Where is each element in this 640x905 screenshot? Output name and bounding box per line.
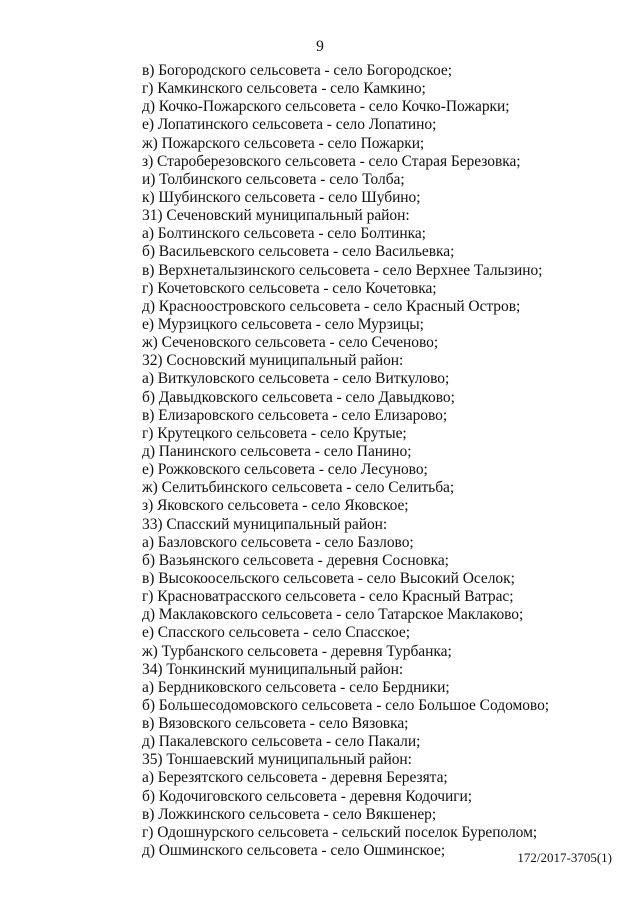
text-line: д) Пакалевского сельсовета - село Пакали; xyxy=(142,733,421,751)
text-line: з) Староберезовского сельсовета - село Старая Березовка; xyxy=(142,152,521,170)
text-line: 33) Спасский муниципальный район: xyxy=(142,515,388,533)
text-line: б) Вазьянского сельсовета - деревня Сосновка; xyxy=(142,551,449,569)
text-line: 31) Сеченовский муниципальный район: xyxy=(142,207,410,225)
text-line: д) Маклаковского сельсовета - село Татарское Маклаково; xyxy=(142,606,524,624)
text-line: а) Виткуловского сельсовета - село Виткулово; xyxy=(142,370,450,388)
text-line: г) Красноватрасского сельсовета - село Красный Ватрас; xyxy=(142,588,514,606)
text-line: б) Васильевского сельсовета - село Васильевка; xyxy=(142,243,455,261)
text-line: в) Богородского сельсовета - село Богородское; xyxy=(142,62,452,79)
text-line: и) Толбинского сельсовета - село Толба; xyxy=(142,170,405,188)
text-line: в) Верхнеталызинского сельсовета - село Верхнее Талызино; xyxy=(142,261,543,279)
text-line: а) Бердниковского сельсовета - село Бердники; xyxy=(142,678,450,696)
document-code: 172/2017-3705(1) xyxy=(517,850,612,865)
text-line: б) Большесодомовского сельсовета - село Большое Содомово; xyxy=(142,696,550,714)
text-line: д) Кочко-Пожарского сельсовета - село Кочко-Пожарки; xyxy=(142,98,510,116)
text-line: ж) Селитьбинского сельсовета - село Селитьба; xyxy=(142,479,455,497)
text-line: а) Базловского сельсовета - село Базлово; xyxy=(142,533,414,551)
text-line: г) Камкинского сельсовета - село Камкино; xyxy=(142,80,426,98)
page-number: 9 xyxy=(316,38,324,55)
text-line: а) Березятского сельсовета - деревня Березята; xyxy=(142,769,448,787)
text-line: 35) Тоншаевский муниципальный район: xyxy=(142,751,412,769)
text-line: е) Спасского сельсовета - село Спасское; xyxy=(142,624,410,642)
text-line: е) Лопатинского сельсовета - село Лопатино; xyxy=(142,116,437,134)
text-line: г) Кочетовского сельсовета - село Кочетовка; xyxy=(142,279,437,297)
text-line: г) Одошнурского сельсовета - сельский поселок Буреполом; xyxy=(142,823,538,841)
text-line: в) Вязовского сельсовета - село Вязовка; xyxy=(142,715,409,733)
text-line: е) Мурзицкого сельсовета - село Мурзицы; xyxy=(142,315,424,333)
text-line: ж) Турбанского сельсовета - деревня Турбанка; xyxy=(142,642,452,660)
text-line: д) Панинского сельсовета - село Панино; xyxy=(142,442,412,460)
text-line: в) Высокоосельского сельсовета - село Высокий Оселок; xyxy=(142,569,515,587)
text-line: а) Болтинского сельсовета - село Болтинка; xyxy=(142,225,426,243)
text-line: з) Яковского сельсовета - село Яковское; xyxy=(142,497,409,515)
text-line: д) Красноостровского сельсовета - село Красный Остров; xyxy=(142,297,521,315)
text-line: в) Ложкинского сельсовета - село Вякшенер; xyxy=(142,805,437,823)
text-line: ж) Сеченовского сельсовета - село Сеченово; xyxy=(142,334,439,352)
text-line: 32) Сосновский муниципальный район: xyxy=(142,352,404,370)
text-line: б) Кодочиговского сельсовета - деревня Кодочиги; xyxy=(142,787,473,805)
document-body xyxy=(142,62,612,860)
text-line: д) Ошминского сельсовета - село Ошминское; xyxy=(142,842,446,860)
text-line: б) Давыдковского сельсовета - село Давыдково; xyxy=(142,388,455,406)
text-line: г) Крутецкого сельсовета - село Крутые; xyxy=(142,424,407,442)
text-line: 34) Тонкинский муниципальный район: xyxy=(142,660,404,678)
text-line: е) Рожковского сельсовета - село Лесуново; xyxy=(142,461,428,479)
text-line: к) Шубинского сельсовета - село Шубино; xyxy=(142,188,421,206)
text-line: в) Елизаровского сельсовета - село Елизарово; xyxy=(142,406,448,424)
text-line: ж) Пожарского сельсовета - село Пожарки; xyxy=(142,134,425,152)
